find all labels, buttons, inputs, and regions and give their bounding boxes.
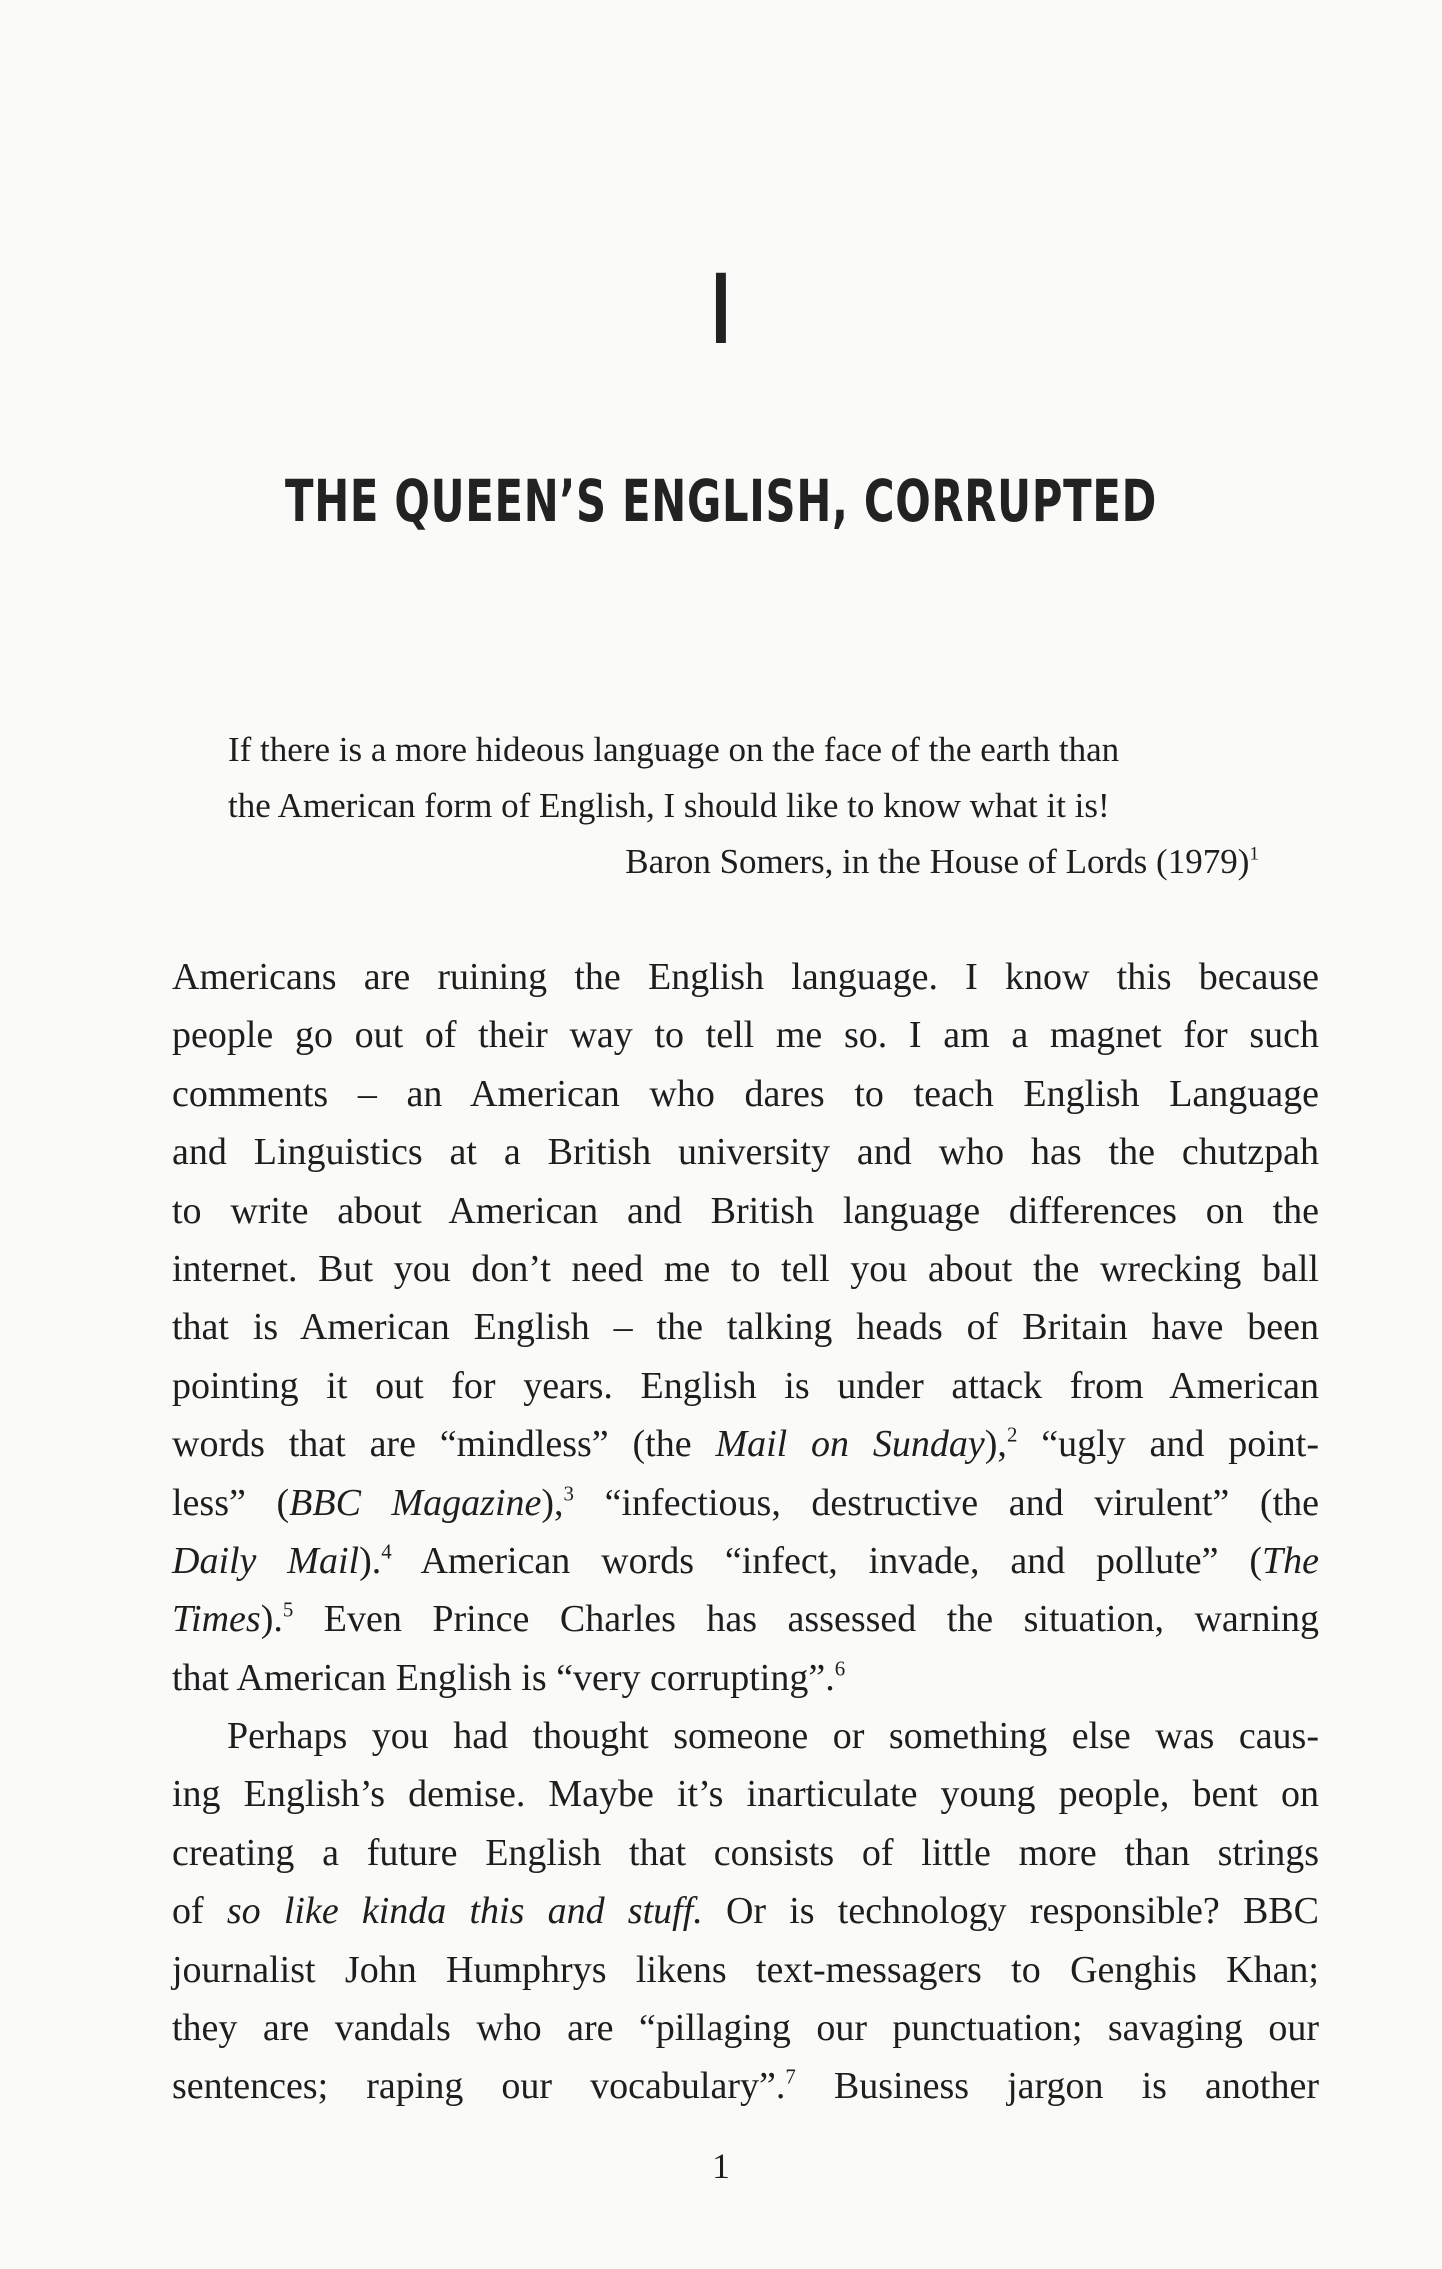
italic-title: The bbox=[1262, 1539, 1319, 1582]
text-run: that American English is “very corrupting”. bbox=[172, 1656, 835, 1699]
epigraph-attribution-text: Baron Somers, in the House of Lords (1979) bbox=[625, 842, 1250, 881]
text-run: ). bbox=[260, 1598, 283, 1641]
text-run: Business jargon is another bbox=[795, 2065, 1319, 2108]
text-run: words that are “mindless” (the bbox=[172, 1423, 716, 1466]
text-line: and Linguistics at a British university and who has the chutzpah bbox=[172, 1131, 1319, 1174]
text-line: people go out of their way to tell me so. I am a magnet for such bbox=[172, 1014, 1319, 1057]
text-line: Americans are ruining the English language. I know this because bbox=[172, 956, 1319, 998]
text-run: sentences; raping our vocabulary”. bbox=[172, 2065, 786, 2108]
text-run: ). bbox=[359, 1539, 382, 1582]
epigraph-line: If there is a more hideous language on the face of the earth than bbox=[228, 730, 1120, 769]
text-line: comments – an American who dares to teach English Language bbox=[172, 1072, 1319, 1115]
text-line bbox=[172, 2057, 1319, 2115]
footnote-marker: 5 bbox=[282, 1597, 294, 1622]
text-run: Or is technology responsible? BBC bbox=[702, 1890, 1319, 1933]
text-line: journalist John Humphrys likens text-messagers to Genghis Khan; bbox=[172, 1948, 1319, 1991]
text-line: to write about American and British language differences on the bbox=[172, 1189, 1319, 1232]
epigraph bbox=[228, 722, 1259, 890]
text-run: “infectious, destructive and virulent” (the bbox=[574, 1481, 1319, 1524]
text-line bbox=[172, 1882, 1319, 1940]
text-line: ing English’s demise. Maybe it’s inarticulate young people, bent on bbox=[172, 1773, 1319, 1816]
text-run: ), bbox=[541, 1481, 564, 1524]
body-text bbox=[172, 948, 1319, 2116]
footnote-marker: 1 bbox=[1249, 843, 1259, 865]
italic-title: BBC Magazine bbox=[289, 1481, 542, 1524]
footnote-marker: 3 bbox=[563, 1480, 574, 1505]
footnote-marker: 2 bbox=[1006, 1422, 1018, 1447]
text-run: American words “infect, invade, and pollute” ( bbox=[391, 1539, 1262, 1582]
italic-title: Mail on Sunday bbox=[715, 1423, 985, 1466]
text-run: Even Prince Charles has assessed the situation, warning bbox=[293, 1598, 1319, 1641]
footnote-marker: 6 bbox=[834, 1656, 846, 1681]
text-run: of bbox=[172, 1890, 227, 1933]
page-number: 1 bbox=[712, 2146, 730, 2186]
italic-title: Times bbox=[172, 1598, 261, 1641]
text-run: “ugly and point- bbox=[1017, 1423, 1320, 1466]
epigraph-attribution bbox=[228, 834, 1259, 890]
text-line bbox=[172, 1649, 1319, 1707]
epigraph-line: the American form of English, I should like to know what it is! bbox=[228, 786, 1110, 825]
text-line: pointing it out for years. English is under attack from American bbox=[172, 1364, 1319, 1407]
italic-phrase: so like kinda this and stuff. bbox=[226, 1890, 703, 1933]
text-line: internet. But you don’t need me to tell you about the wrecking ball bbox=[172, 1247, 1319, 1290]
text-line bbox=[172, 1590, 1319, 1648]
chapter-number: I bbox=[711, 254, 731, 366]
text-line bbox=[172, 1415, 1319, 1473]
footnote-marker: 7 bbox=[785, 2064, 796, 2089]
text-run: ), bbox=[984, 1423, 1007, 1466]
text-line: creating a future English that consists of little more than strings bbox=[172, 1831, 1319, 1874]
text-line bbox=[172, 1474, 1319, 1532]
chapter-title: THE QUEEN’S ENGLISH, CORRUPTED bbox=[285, 467, 1157, 535]
text-line: Perhaps you had thought someone or something else was caus- bbox=[227, 1715, 1319, 1758]
text-line: they are vandals who are “pillaging our punctuation; savaging our bbox=[172, 2007, 1319, 2050]
text-line bbox=[172, 1532, 1319, 1590]
italic-title: Daily Mail bbox=[172, 1539, 360, 1582]
footnote-marker: 4 bbox=[381, 1539, 392, 1564]
text-run: less” ( bbox=[172, 1481, 290, 1524]
text-line: that is American English – the talking heads of Britain have been bbox=[172, 1306, 1319, 1349]
